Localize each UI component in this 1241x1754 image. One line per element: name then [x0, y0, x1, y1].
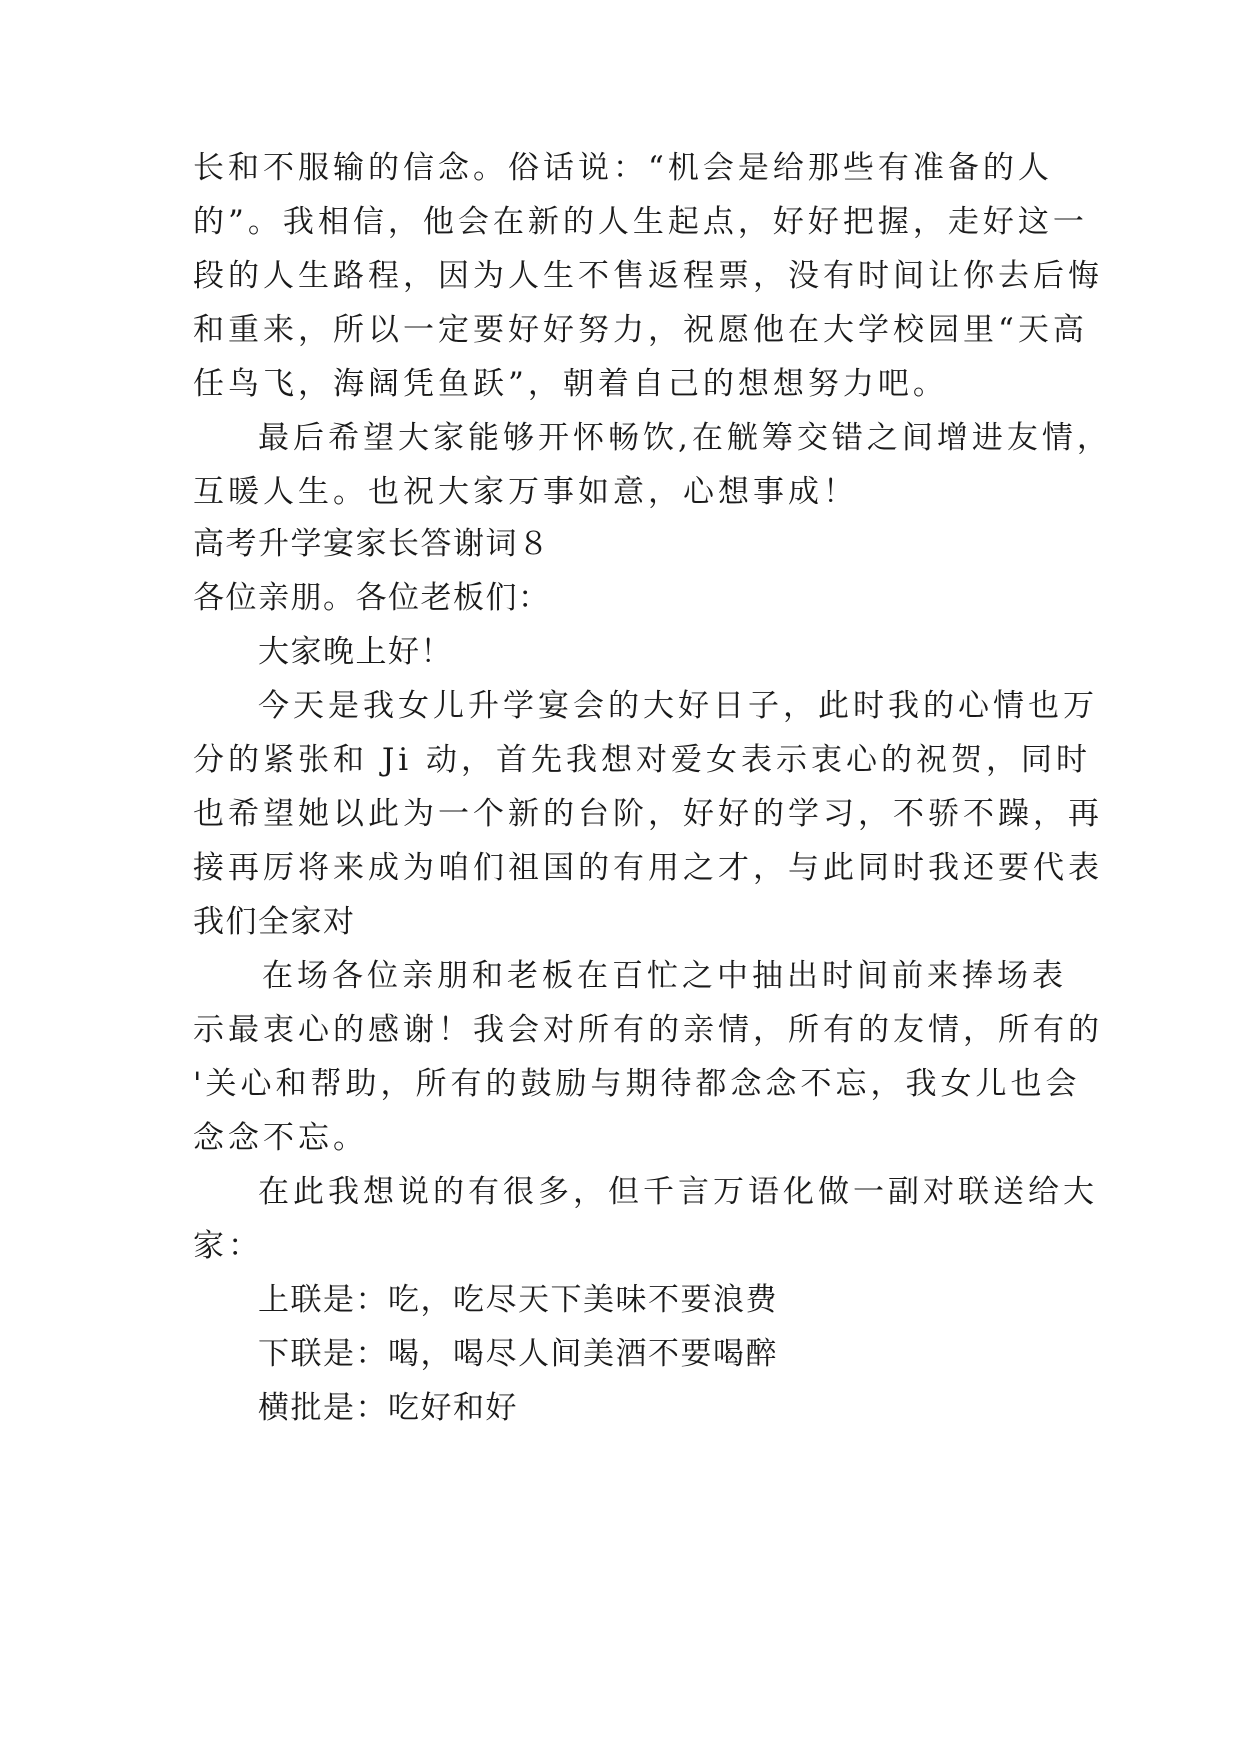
body-text-line: 互暖人生。也祝大家万事如意，心想事成！ — [193, 474, 858, 510]
body-text-line: 分的紧张和 Ji 动，首先我想对爱女表示衷心的祝贺，同时 — [193, 742, 1092, 778]
couplet-lower: 下联是：喝，喝尽人间美酒不要喝醉 — [258, 1336, 778, 1372]
body-text-line: 念念不忘。 — [193, 1120, 368, 1156]
body-text-line: 和重来，所以一定要好好努力，祝愿他在大学校园里“天高 — [193, 312, 1088, 348]
body-text-line: 示最衷心的感谢！我会对所有的亲情，所有的友情，所有的 — [193, 1012, 1103, 1048]
body-text-line: 也希望她以此为一个新的台阶，好好的学习，不骄不躁，再 — [193, 796, 1103, 832]
salutation: 各位亲朋。各位老板们： — [193, 580, 551, 616]
body-text-line: 长和不服输的信念。俗话说：“机会是给那些有准备的人 — [193, 150, 1053, 186]
paragraph-first-line: 在场各位亲朋和老板在百忙之中抽出时间前来捧场表 — [262, 958, 1067, 994]
body-text-line: 家： — [193, 1228, 263, 1264]
paragraph-first-line: 今天是我女儿升学宴会的大好日子，此时我的心情也万 — [258, 688, 1098, 724]
couplet-horizontal: 横批是：吃好和好 — [258, 1390, 518, 1426]
couplet-upper: 上联是：吃，吃尽天下美味不要浪费 — [258, 1282, 778, 1318]
paragraph-first-line: 在此我想说的有很多，但千言万语化做一副对联送给大 — [258, 1174, 1098, 1210]
body-text-line: 段的人生路程，因为人生不售返程票，没有时间让你去后悔 — [193, 258, 1103, 294]
body-text-line: '关心和帮助，所有的鼓励与期待都念念不忘，我女儿也会 — [193, 1066, 1081, 1102]
paragraph-first-line: 最后希望大家能够开怀畅饮,在觥筹交错之间增进友情， — [258, 420, 1112, 456]
body-text-line: 我们全家对 — [193, 904, 356, 940]
body-text-line: 接再厉将来成为咱们祖国的有用之才，与此同时我还要代表 — [193, 850, 1103, 886]
body-text-line: 任鸟飞，海阔凭鱼跃”，朝着自己的想想努力吧。 — [193, 366, 948, 402]
greeting: 大家晚上好！ — [258, 634, 453, 670]
section-heading: 高考升学宴家长答谢词８ — [193, 526, 551, 562]
body-text-line: 的”。我相信，他会在新的人生起点，好好把握，走好这一 — [193, 204, 1088, 240]
